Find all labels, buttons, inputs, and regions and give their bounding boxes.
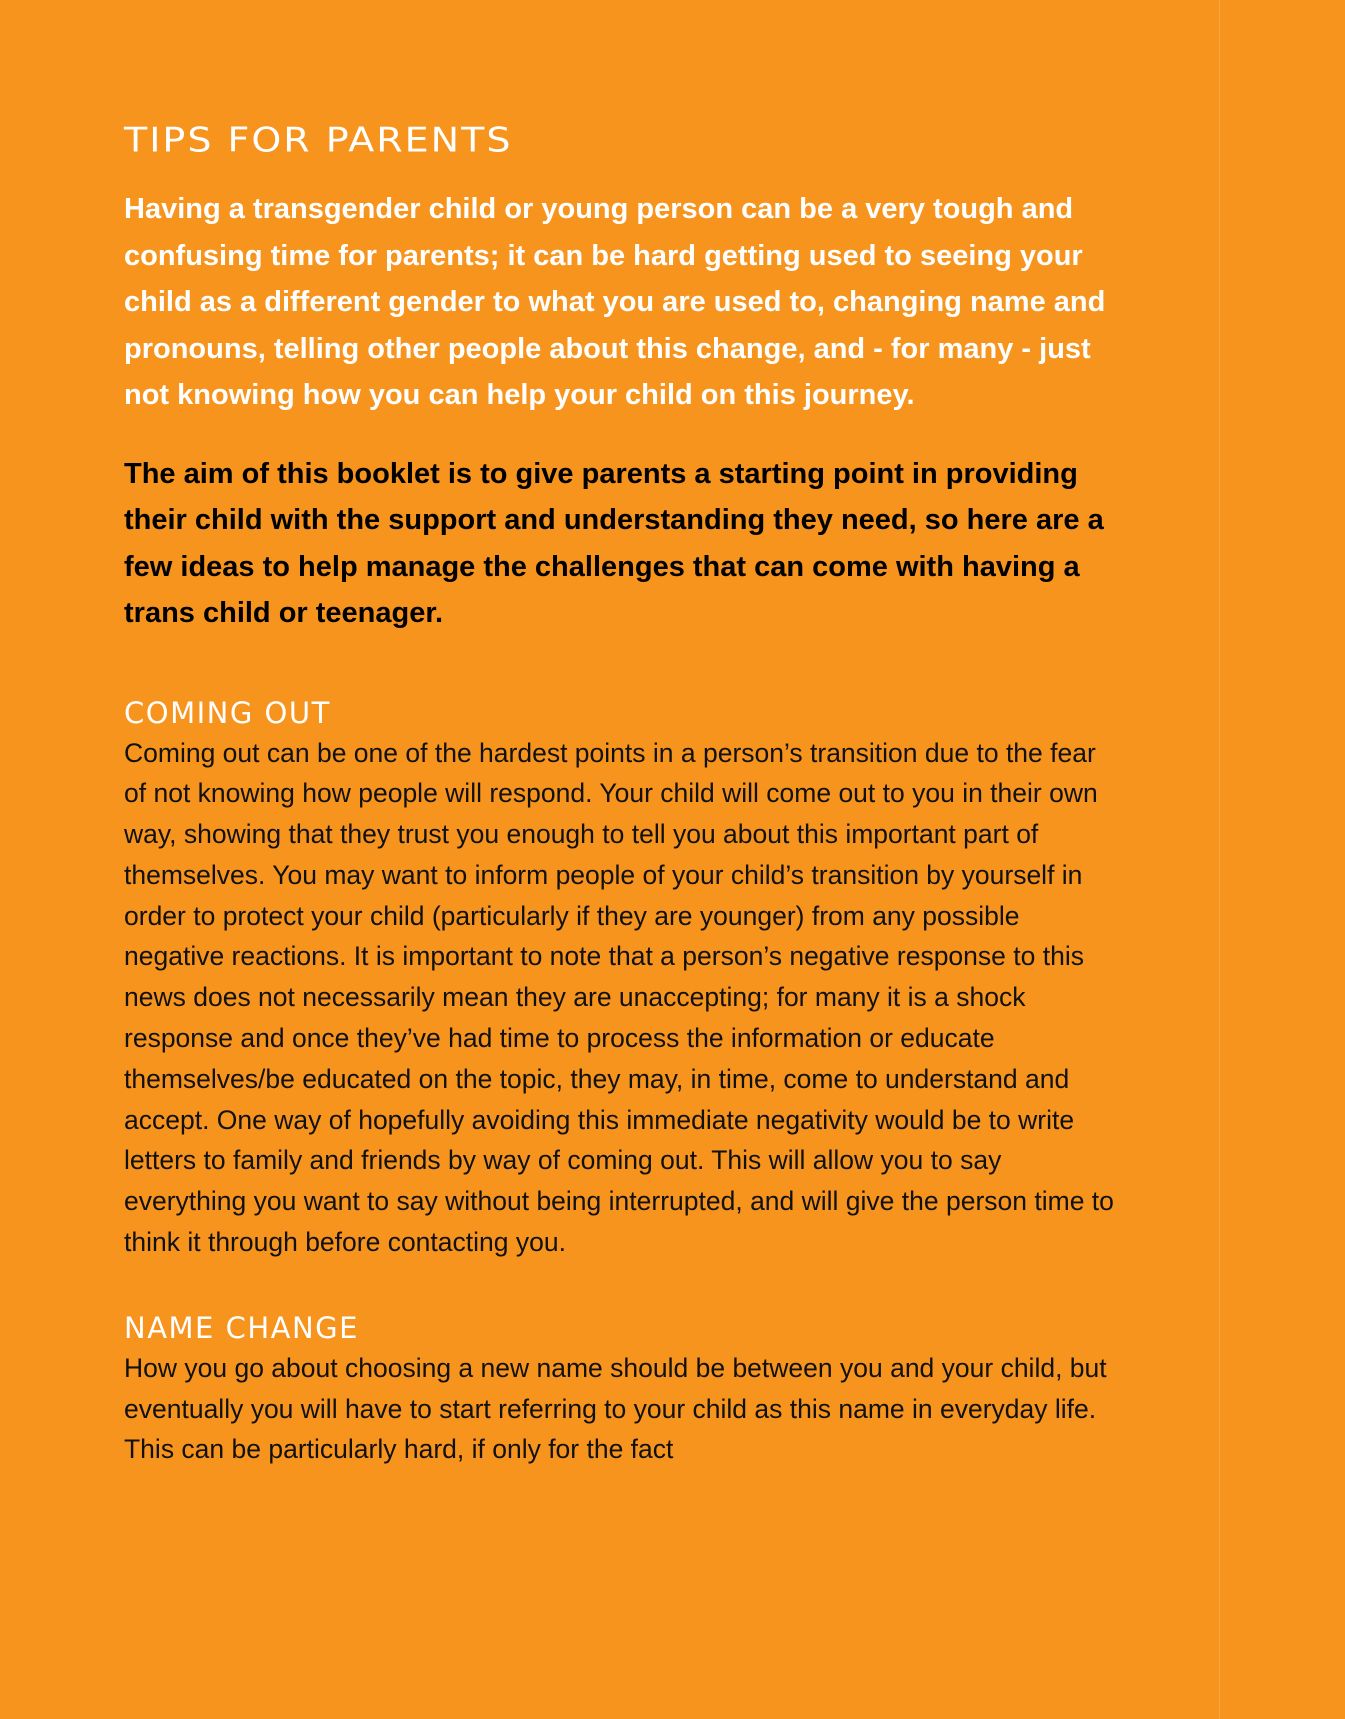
page-content <box>124 118 1114 1470</box>
intro-paragraph: Having a transgender child or young person can be a very tough and confusing time for parents; it can be hard getting used to seeing your child as a different gender to what you are used to, changing name and pronouns, telling other people about this change, and - for many - just not knowing how you can help your child on this journey. <box>124 193 1106 411</box>
page-title: TIPS FOR PARENTS <box>124 119 513 160</box>
page-fold-divider <box>1219 0 1220 1719</box>
section-body-coming-out: Coming out can be one of the hardest points in a person’s transition due to the fear of not knowing how people will respond. Your child will come out to you in their own way, showing that they trust you enough to tell you about this important part of themselves. You may want to inform people of your child’s transition by yourself in order to protect your child (particularly if they are younger) from any possible negative reactions. It is important to note that a person’s negative response to this news does not necessarily mean they are unaccepting; for many it is a shock response and once they’ve had time to process the information or educate themselves/be educated on the topic, they may, in time, come to understand and accept. One way of hopefully avoiding this immediate negativity would be to write letters to family and friends by way of coming out. This will allow you to say everything you want to say without being interrupted, and will give the person time to think it through before contacting you. <box>124 737 1114 1258</box>
aim-paragraph: The aim of this booklet is to give parents a starting point in providing their child with the support and understanding they need, so here are a few ideas to help manage the challenges that can come with having a trans child or teenager. <box>124 457 1104 629</box>
section-heading-coming-out: COMING OUT <box>124 695 331 730</box>
section-body-name-change: How you go about choosing a new name should be between you and your child, but eventually you will have to start referring to your child as this name in everyday life. This can be particularly hard, if only for the fact <box>124 1352 1107 1465</box>
section-heading-name-change: NAME CHANGE <box>124 1310 359 1345</box>
